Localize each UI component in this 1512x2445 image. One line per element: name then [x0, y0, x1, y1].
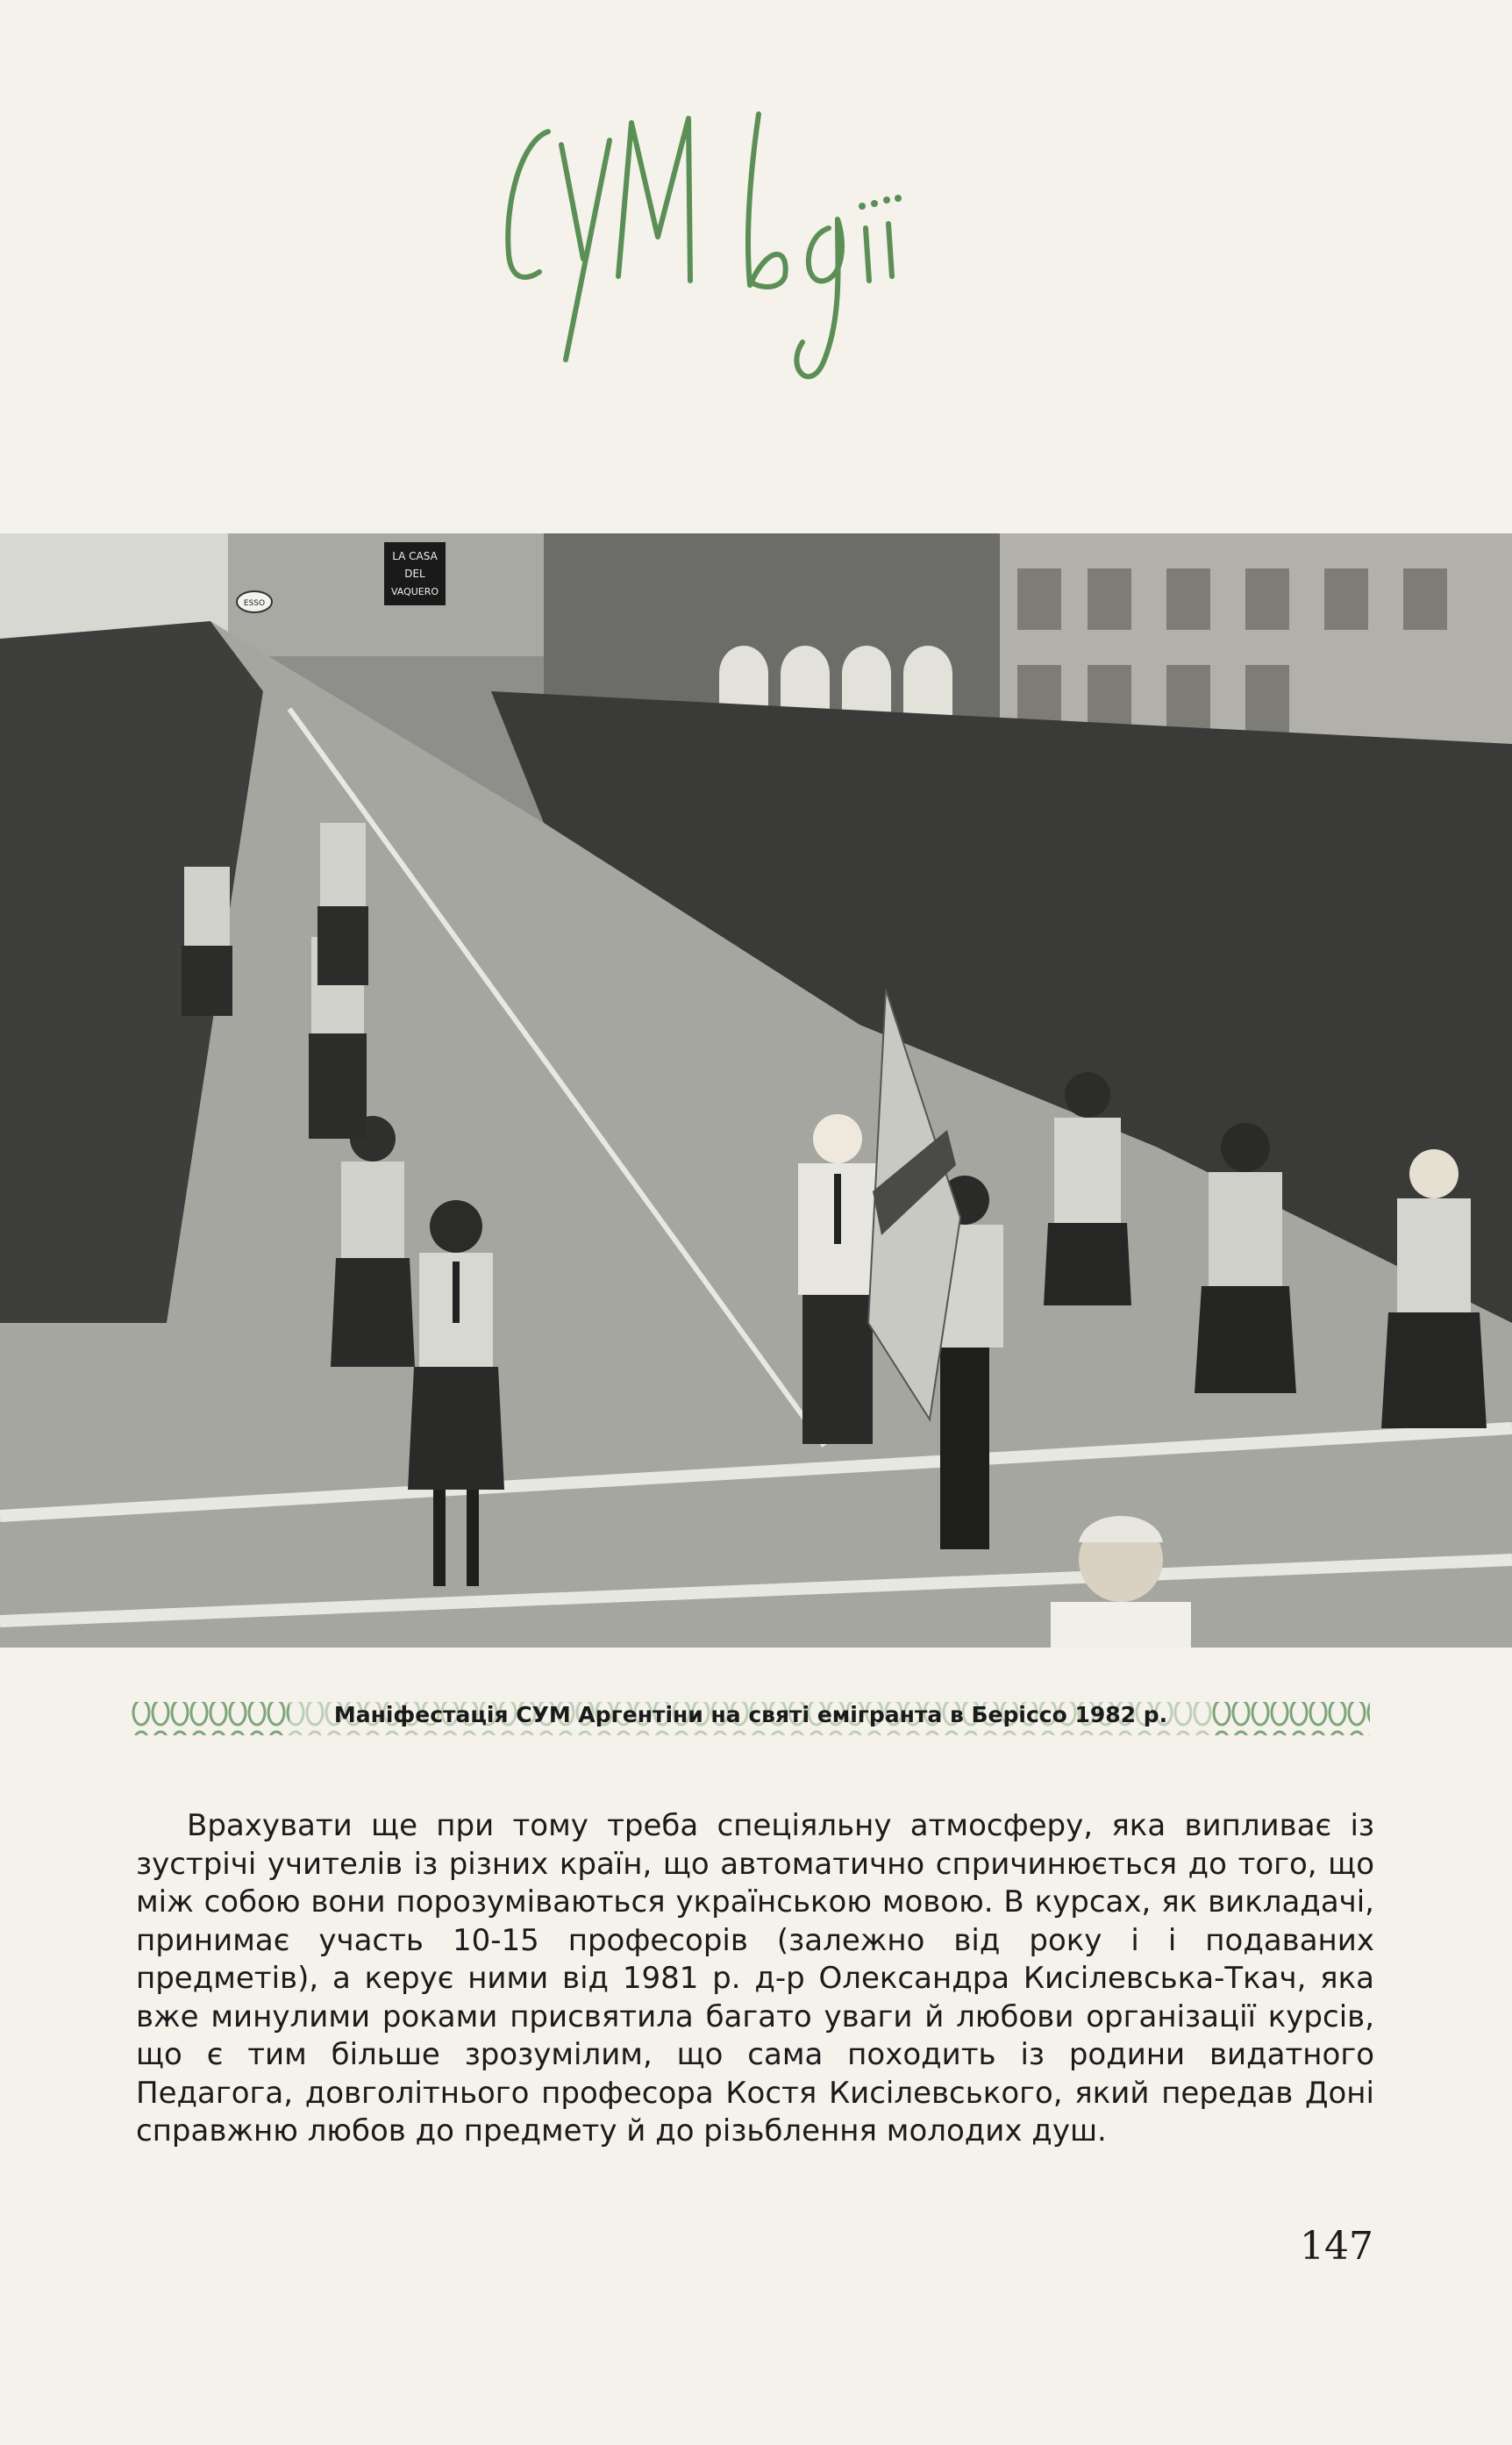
station-sign: ESSO	[243, 599, 266, 608]
photo-caption: Маніфестація СУМ Аргентіни на святі емігранта в Беріссо 1982 р.	[333, 1702, 1168, 1727]
store-sign-line3: VAQUERO	[390, 586, 439, 597]
parade-photo	[0, 533, 1512, 1648]
handwritten-title-graphic	[487, 105, 978, 395]
store-sign-line1: LA CASA	[392, 550, 438, 562]
store-sign-line2: DEL	[404, 568, 425, 580]
page-title	[487, 105, 978, 395]
page-number: 147	[1300, 2224, 1373, 2269]
photo-caption-band	[132, 1697, 1370, 1741]
body-paragraph: Врахувати ще при тому треба спеціяльну атмосферу, яка випливає із зустрічі учителів із різних країн, що автоматично спричинюється до того, що між собою вони порозуміваються українською мовою. В курсах, як викладачі, принимає участь 10-15 професорів (залежно від року і і подаваних предметів), а керує ними від 1981 р. д-р Олександра Кисілевська-Ткач, яка вже минулими роками присвятила багато уваги й любови організації курсів, що є тим більше зрозумілим, що сама походить із родини видатного Педагога, довголітнього професора Костя Кисілевського, який передав Доні справжню любов до предмету й до різьблення молодих душ.	[136, 1808, 1374, 2148]
parade-photo-illustration	[0, 533, 1512, 1648]
